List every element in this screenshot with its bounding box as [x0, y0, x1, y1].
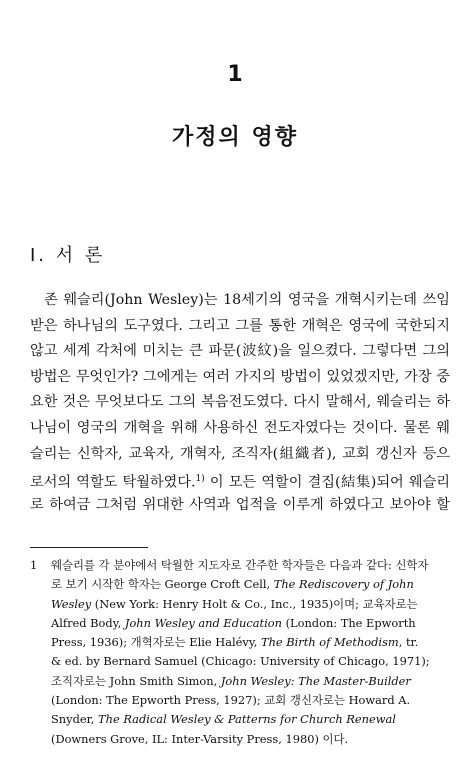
footnote-divider	[30, 547, 148, 548]
body-line: 받은 하나님의 도구였다. 그리고 그를 통한 개혁은 영국에 국한되지	[30, 317, 450, 334]
footnote-text: Press, 1936); 개혁자로는 Elie Halévy,	[51, 635, 261, 650]
footnote-text: Alfred Body,	[51, 615, 125, 630]
footnote-line: & ed. by Bernard Samuel (Chicago: University of Chicago, 1971);	[51, 654, 430, 669]
footnote-text: Snyder,	[51, 712, 99, 727]
footnote-marker: 1	[30, 558, 38, 572]
footnote-text: (New York: Henry Holt & Co., Inc., 1935)이며; 교육자로는	[91, 596, 418, 611]
footnote-line	[30, 595, 450, 614]
footnote-text: 로 보기 시작한 학자는 George Croft Cell,	[51, 577, 274, 592]
footnote-text: 조직자로는 John Smith Simon,	[51, 673, 221, 688]
footnote-book-title: John Wesley: The Master-Builder	[220, 673, 411, 688]
footnote-line	[30, 672, 450, 691]
footnote	[30, 556, 450, 749]
section-heading: I. 서 론	[30, 245, 106, 266]
body-line: 않고 세계 각처에 미치는 큰 파문(波紋)을 일으켰다. 그렇다면 그의	[30, 343, 450, 360]
footnote-reference[interactable]: 1)	[195, 474, 205, 485]
footnote-line	[30, 575, 450, 594]
body-line-text: 이 모든 역할이 결집(結集)되어 웨슬리	[204, 474, 450, 491]
chapter-title: 가정의 영향	[172, 125, 298, 150]
footnote-line	[30, 556, 450, 575]
footnote-book-title: The Birth of Methodism	[260, 635, 399, 650]
body-line-text: 로서의 역할도 탁월하였다.	[30, 474, 196, 491]
footnote-text: , tr.	[398, 635, 419, 650]
footnote-book-title: John Wesley and Education	[124, 615, 282, 630]
body-line	[30, 467, 450, 493]
footnote-line	[30, 633, 450, 652]
footnote-text: 웨슬리를 각 분야에서 탁월한 지도자로 간주한 학자들은 다음과 같다: 신학자	[51, 558, 429, 572]
body-line: 슬리는 신학자, 교육자, 개혁자, 조직자(組織者), 교회 갱신자 등으	[30, 445, 450, 462]
body-line: 로 하여금 그처럼 위대한 사역과 업적을 이루게 하였다고 보아야 할	[30, 496, 450, 513]
body-line: 존 웨슬리(John Wesley)는 18세기의 영국을 개혁시키는데 쓰임	[44, 292, 450, 308]
body-line: 나님이 영국의 개혁을 위해 사용하신 전도자였다는 것이다. 물론 웨	[30, 419, 450, 436]
footnote-line: (Downers Grove, IL: Inter-Varsity Press, 1980) 이다.	[51, 731, 349, 746]
footnote-line	[30, 614, 450, 633]
footnote-line	[30, 710, 450, 729]
body-paragraph	[30, 288, 450, 518]
footnote-book-title: Wesley	[51, 596, 92, 611]
footnote-book-title: The Radical Wesley & Patterns for Church Renewal	[98, 712, 396, 727]
body-line: 요한 것은 무엇보다도 그의 복음전도였다. 다시 말해서, 웨슬리는 하	[30, 394, 450, 411]
footnote-text: (London: The Epworth	[281, 615, 416, 630]
footnote-book-title: The Rediscovery of John	[273, 577, 414, 592]
chapter-number: 1	[227, 62, 243, 87]
body-line: 방법은 무엇인가? 그에게는 여러 가지의 방법이 있었겠지만, 가장 중	[30, 368, 450, 385]
footnote-line: (London: The Epworth Press, 1927); 교회 갱신자로는 Howard A.	[51, 693, 411, 708]
